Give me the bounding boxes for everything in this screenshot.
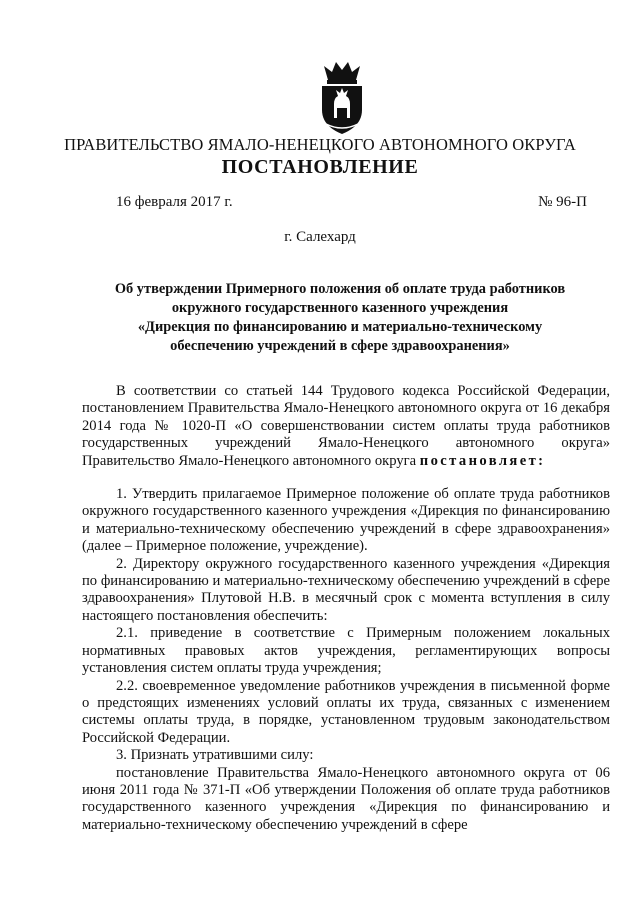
intro-text: В соответствии со статьей 144 Трудового кодекса Российской Федерации, постановлением Правительства Ямало-Ненецкого автономного округа от 16 декабря 2014 года № 1020-П «О совершенствовании систем оплаты труда работников государственных учреждений Ямало-Ненецкого автономного округа» Правительство Ямало-Ненецкого автономного округа [82, 383, 610, 469]
document-type: ПОСТАНОВЛЕНИЕ [221, 156, 419, 178]
title-line: Об утверждении Примерного положения об оплате труда работников [114, 281, 566, 297]
coat-of-arms-icon [312, 58, 372, 138]
paragraph-2: 2. Директору окружного государственного казенного учреждения «Дирекция по финансированию и материально-техническому обеспечению учреждений в сфере здравоохранения» Плутовой Н.В. в месячный срок с момента вступления в силу настоящего постановления обеспечить: [82, 555, 610, 624]
intro-paragraph [82, 383, 610, 470]
decree-date: 16 февраля 2017 г. [116, 194, 233, 210]
decree-number: № 96-П [538, 194, 587, 210]
resolve-word: постановляет: [419, 452, 546, 469]
decree-title [100, 280, 580, 356]
title-line: обеспечению учреждений в сфере здравоохранения» [170, 338, 510, 354]
decree-body [82, 383, 610, 834]
title-line: «Дирекция по финансированию и материально-техническому [137, 319, 543, 335]
paragraph-2-1: 2.1. приведение в соответствие с Примерным положением локальных нормативных правовых актов учреждения, регламентирующих вопросы установления систем оплаты труда учреждения; [82, 625, 610, 677]
paragraph-3-text: постановление Правительства Ямало-Ненецкого автономного округа от 06 июня 2011 года № 371-П «Об утверждении Положения об оплате труда работников государственного казенного учреждения «Дирекция по финансированию и материально-техническому обеспечению учреждений в сфере [82, 764, 610, 833]
government-name: ПРАВИТЕЛЬСТВО ЯМАЛО-НЕНЕЦКОГО АВТОНОМНОГО ОКРУГА [64, 135, 576, 154]
decree-city: г. Салехард [284, 229, 356, 245]
paragraph-3: 3. Признать утратившими силу: [116, 747, 314, 764]
title-line: окружного государственного казенного учреждения [171, 300, 509, 316]
paragraph-2-2: 2.2. своевременное уведомление работников учреждения в письменной форме о предстоящих изменениях условий оплаты их труда, связанных с изменением системы оплаты труда, в порядке, установленном трудовым законодательством Российской Федерации. [82, 677, 610, 746]
paragraph-1: 1. Утвердить прилагаемое Примерное положение об оплате труда работников окружного государственного казенного учреждения «Дирекция по финансированию и материально-техническому обеспечению учреждений в сфере здравоохранения» (далее – Примерное положение, учреждение). [82, 486, 610, 555]
